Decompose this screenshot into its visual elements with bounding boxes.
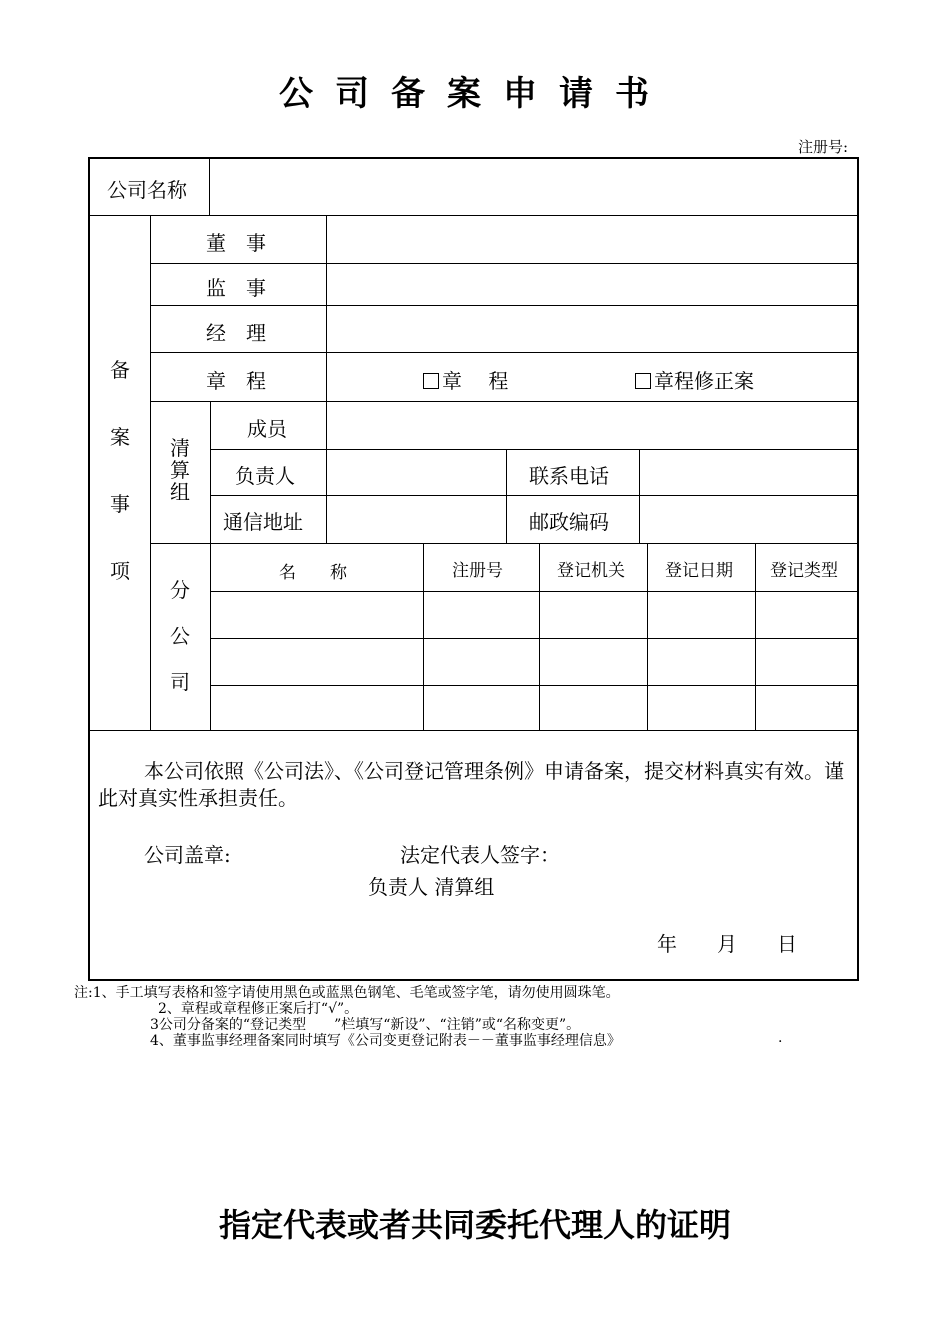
liquidation-leader-label: 负责人 清算组 [368, 875, 495, 899]
declaration-text: 本公司依照《公司法》、《公司登记管理条例》申请备案，提交材料真实有效。谨此对真实性承担责任。 [98, 759, 844, 810]
col-divider [423, 543, 424, 730]
row-divider [210, 495, 857, 496]
col-divider [506, 449, 507, 543]
col-divider [210, 401, 211, 730]
checkbox-icon[interactable] [635, 373, 651, 389]
col-divider [209, 159, 210, 215]
row-divider [150, 305, 857, 306]
legal-representative-signature-label: 法定代表人签字： [400, 843, 560, 867]
branch-header-reg-no: 注册号 [452, 561, 503, 581]
articles-label: 章 程 [206, 369, 266, 393]
registration-number-label: 注册号: [797, 138, 848, 156]
branch-label: 分 公 司 [170, 578, 190, 694]
checkbox-icon[interactable] [423, 373, 439, 389]
leader-field[interactable] [330, 451, 502, 493]
date-label: 年 月 日 [657, 932, 797, 956]
row-divider [150, 263, 857, 264]
members-label: 成员 [247, 417, 287, 441]
note-4-trailing-dot: . [778, 1030, 783, 1046]
phone-label: 联系电话 [529, 464, 609, 488]
note-2: 2、章程或章程修正案后打“√”。 [158, 1001, 359, 1017]
director-label: 董 事 [206, 231, 266, 255]
director-field[interactable] [330, 217, 850, 261]
col-divider [539, 543, 540, 730]
articles-checkbox-option[interactable]: 章 程 [423, 365, 508, 394]
filing-form [88, 157, 859, 981]
note-4: 4、董事监事经理备案同时填写《公司变更登记附表－－董事监事经理信息》 [150, 1033, 621, 1049]
col-divider [326, 215, 327, 401]
address-label: 通信地址 [223, 510, 303, 534]
col-divider [639, 449, 640, 543]
col-divider [755, 543, 756, 730]
leader-label: 负责人 [235, 464, 295, 488]
col-divider [647, 543, 648, 730]
row-divider [150, 352, 857, 353]
row-divider [150, 543, 857, 544]
row-divider [210, 449, 857, 450]
branch-header-name: 名 称 [279, 563, 347, 583]
members-field[interactable] [330, 403, 850, 447]
company-name-label: 公司名称 [107, 178, 187, 202]
company-name-field[interactable] [212, 161, 852, 211]
postcode-field[interactable] [643, 497, 851, 541]
note-3: 3公司分备案的“登记类型 ”栏填写“新设”、“注销”或“名称变更”。 [150, 1017, 581, 1033]
note-1: 注:1、手工填写表格和签字请使用黑色或蓝黑色钢笔、毛笔或签字笔，请勿使用圆珠笔。 [74, 985, 620, 1001]
phone-field[interactable] [643, 451, 851, 493]
company-seal-label: 公司盖章: [144, 843, 231, 867]
articles-amendment-checkbox-option[interactable]: 章程修正案 [635, 365, 754, 394]
filing-items-label: 备 案 事 项 [110, 358, 130, 583]
row-divider [90, 215, 857, 216]
postcode-label: 邮政编码 [529, 510, 609, 534]
branch-header-type: 登记类型 [770, 561, 838, 581]
row-divider [210, 638, 857, 639]
row-divider [210, 685, 857, 686]
supervisor-field[interactable] [330, 265, 850, 303]
row-divider [150, 401, 857, 402]
row-divider [210, 591, 857, 592]
col-divider [150, 215, 151, 730]
page-title: 公司备案申请书 [279, 74, 671, 114]
branch-header-date: 登记日期 [665, 561, 733, 581]
manager-label: 经 理 [206, 321, 266, 345]
supervisor-label: 监 事 [206, 276, 266, 300]
manager-field[interactable] [330, 307, 850, 350]
col-divider [326, 401, 327, 543]
row-divider [90, 730, 857, 731]
designated-representative-title: 指定代表或者共同委托代理人的证明 [218, 1206, 731, 1244]
liquidation-group-label: 清 算 组 [170, 436, 190, 504]
address-field[interactable] [330, 497, 502, 541]
branch-header-authority: 登记机关 [557, 561, 625, 581]
